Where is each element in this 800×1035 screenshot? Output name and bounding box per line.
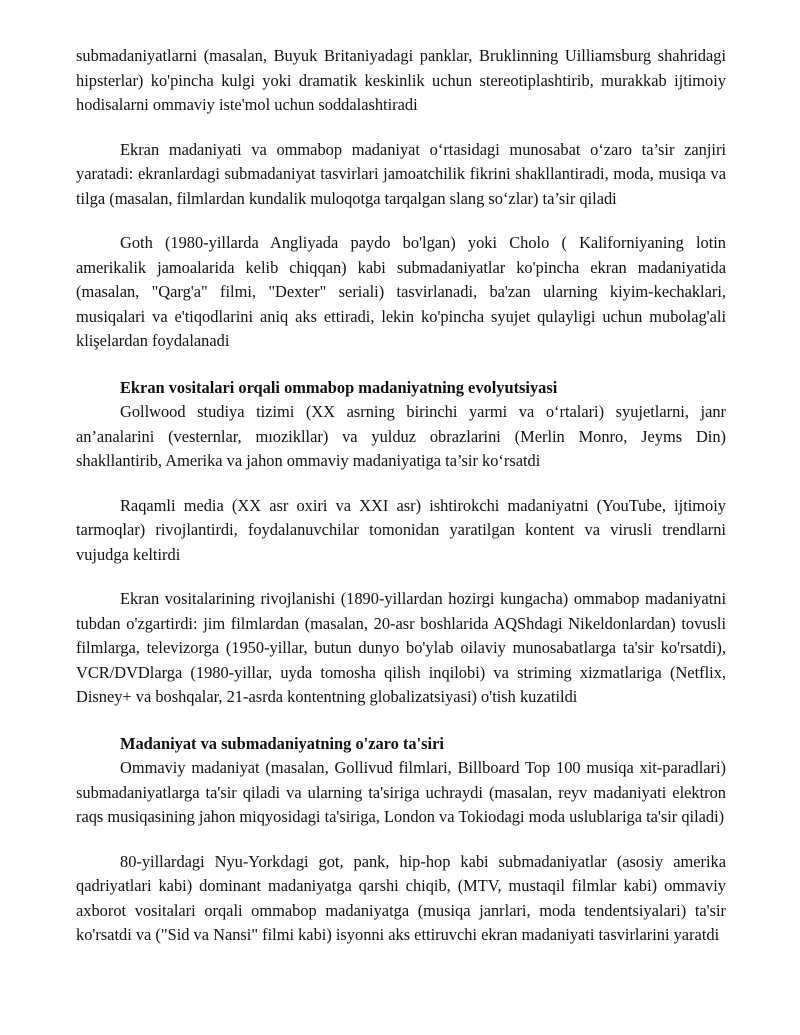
paragraph-continuation: submadaniyatlarni (masalan, Buyuk Britaniyadagi panklar, Bruklinning Uilliamsburg shahridagi hipsterlar) ko'pincha kulgi yoki dramatik keskinlik uchun stereotiplashtirib, murakkab ijtimoiy hodisalarni ommaviy iste'mol uchun soddalashtiradi xyxy=(76,46,726,114)
paragraph-goth-cholo: Goth (1980-yillarda Angliyada paydo bo'lgan) yoki Cholo ( Kaliforniyaning lotin amerikalik jamoalarida kelib chiqqan) kabi submadaniyatlar ko'pincha ekran madaniyatida (masalan, "Qarg'a" filmi, "Dexter" seriali) tasvirlanadi, ba'zan ularning kiyim-kechaklari, musiqalari va e'tiqodlarini aniq aks ettiradi, lekin ko'pincha syujet qulayligi uchun mubolag'ali klişelardan foydalanadi xyxy=(76,233,726,350)
section-heading-interaction: Madaniyat va submadaniyatning o'zaro ta'siri xyxy=(120,733,444,753)
paragraph-screen-media-development: Ekran vositalarining rivojlanishi (1890-yillardan hozirgi kungacha) ommabop madaniyatni tubdan o'zgartirdi: jim filmlardan (masalan, 20-asr boshlarida AQShdagi Nikeldonlardan) tovusli filmlarga, televizorga (1950-yillar, butun dunyo bo'ylab oilaviy munosabatlarga ta'sir ko'rsatdi), VCR/DVDlarga (1980-yillar, uyda tomosha qilish inqilobi) va striming xizmatlariga (Netflix, Disney+ va boshqalar, 21-asrda kontentning globalizatsiyasi) o'tish kuzatildi xyxy=(76,589,726,706)
section-heading-evolution: Ekran vositalari orqali ommabop madaniyatning evolyutsiyasi xyxy=(120,377,558,397)
paragraph-eighties-subcultures: 80-yillardagi Nyu-Yorkdagi got, pank, hip-hop kabi submadaniyatlar (asosiy amerika qadriyatlari kabi) dominant madaniyatga qarshi chiqib, (MTV, mustaqil filmlar kabi) ommaviy axborot vositalari orqali ommabop madaniyatga (musiqa janrlari, moda tendentsiyalari) ta'sir ko'rsatdi va ("Sid va Nansi" filmi kabi) isyonni aks ettiruvchi ekran madaniyati tasvirlarini yaratdi xyxy=(76,851,726,944)
paragraph-hollywood-studio: Gollwood studiya tizimi (XX asrning birinchi yarmi va o‘rtalari) syujetlarni, janr an’analarini (vesternlar, mıozikllar) va yulduz obrazlarini (Merlin Monro, Jeyms Din) shakllantirib, Amerika va jahon ommaviy madaniyatiga ta’sir ko‘rsatdi xyxy=(76,402,726,470)
document-page xyxy=(76,44,726,948)
paragraph-screen-culture-relationship: Ekran madaniyati va ommabop madaniyat o‘rtasidagi munosabat o‘zaro ta’sir zanjiri yaratadi: ekranlardagi submadaniyat tasvirlari jamoatchilik fikrini shakllantiradi, moda, musiqa va tilga (masalan, filmlardan kundalik muloqotga tarqalgan slang so‘zlar) ta’sir qiladi xyxy=(76,139,726,208)
paragraph-digital-media: Raqamli media (XX asr oxiri va XXI asr) ishtirokchi madaniyatni (YouTube, ijtimoiy tarmoqlar) rivojlantirdi, foydalanuvchilar tomonidan yaratilgan kontent va virusli trendlarni vujudga keltirdi xyxy=(76,495,726,564)
paragraph-mass-culture: Ommaviy madaniyat (masalan, Gollivud filmlari, Billboard Top 100 musiqa xit-paradlari) submadaniyatlarga ta'sir qiladi va ularning ta'siriga uchraydi (masalan, reyv madaniyati elektron raqs musiqasining jahon miqyosidagi ta'siriga, London va Tokiodagi moda uslublariga ta'sir qiladi) xyxy=(76,758,726,826)
